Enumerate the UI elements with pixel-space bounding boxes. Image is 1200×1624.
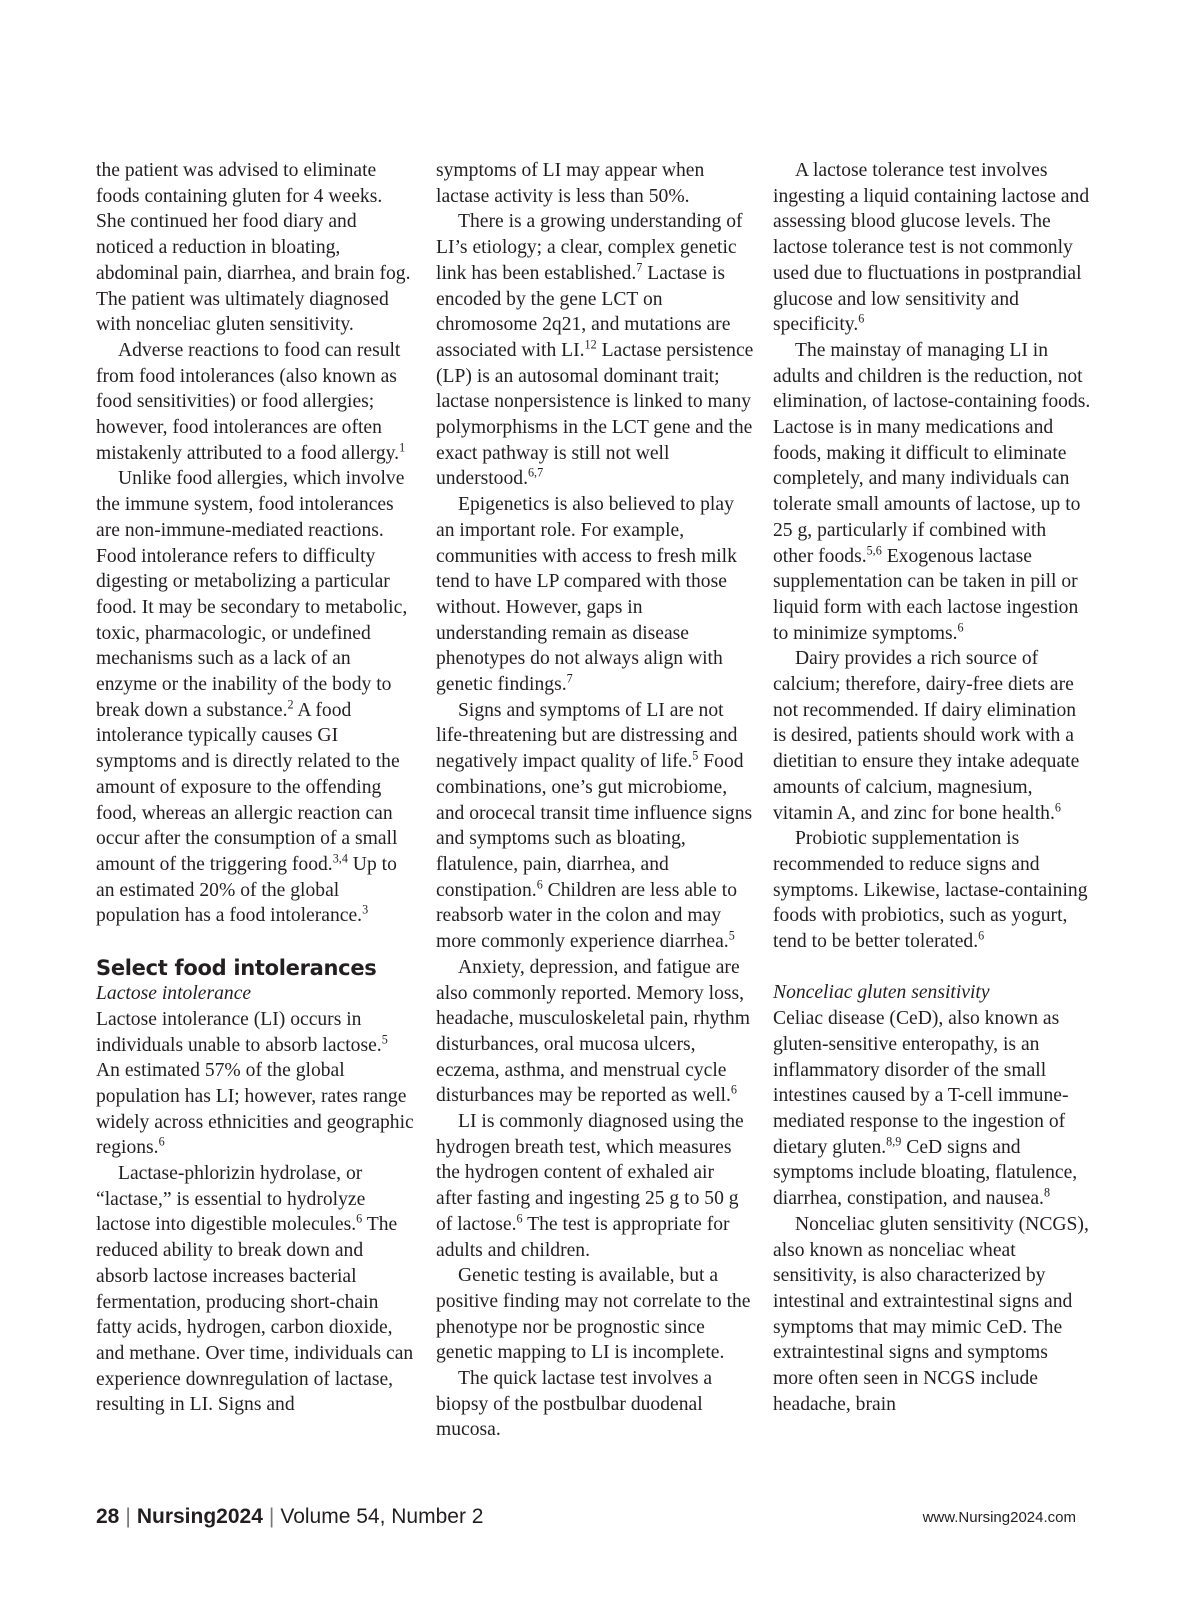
paragraph: [773, 338, 1091, 646]
text-run: The test is appropriate for adults and children.: [436, 1213, 730, 1261]
reference-citation: 6: [356, 1211, 363, 1226]
reference-citation: 6: [957, 620, 964, 635]
reference-citation: 6,7: [527, 465, 544, 480]
reference-citation: 3: [362, 902, 369, 917]
reference-citation: 6: [516, 1211, 523, 1226]
reference-citation: 5: [692, 748, 699, 763]
paragraph: [96, 1007, 414, 1161]
reference-citation: 5: [381, 1031, 388, 1046]
text-run: Adverse reactions to food can result from food intolerances (also known as food sensitivities) or food allergies; however, food intolerances are often mistakenly attributed to a food allergy.: [96, 339, 401, 464]
text-column-2: [436, 158, 754, 1443]
text-run: A lactose tolerance test involves ingesting a liquid containing lactose and assessing blood glucose levels. The lactose tolerance test is not commonly used due to fluctuations in postprandial glucose and low sensitivity and specificity.: [773, 160, 1090, 336]
text-run: Lactase-phlorizin hydrolase, or “lactase,” is essential to hydrolyze lactose into digestible molecules.: [96, 1163, 366, 1236]
reference-citation: 7: [636, 260, 643, 275]
reference-citation: 12: [584, 337, 597, 352]
text-run: Children are less able to reabsorb water in the colon and may more commonly experience diarrhea.: [436, 879, 738, 953]
text-run: The reduced ability to break down and absorb lactose increases bacterial fermentation, producing short-chain fatty acids, hydrogen, carbon dioxide, and methane. Over time, individuals can experience downregulation of lactase, resulting in LI. Signs and: [96, 1214, 414, 1416]
text-column-3: [773, 158, 1091, 1417]
text-run: Probiotic supplementation is recommended to reduce signs and symptoms. Likewise, lactase-containing foods with probiotics, such as yogurt, tend to be better tolerated.: [773, 828, 1088, 953]
text-run: Dairy provides a rich source of calcium; therefore, dairy-free diets are not recommended. If dairy elimination is desired, patients should work with a dietitian to ensure they intake adequate amounts of calcium, magnesium, vitamin A, and zinc for bone health.: [773, 648, 1080, 824]
text-run: LI is commonly diagnosed using the hydrogen breath test, which measures the hydrogen content of exhaled air after fasting and ingesting 25 g to 50 g of lactose.: [436, 1111, 744, 1235]
paragraph: [436, 1109, 754, 1263]
text-run: Signs and symptoms of LI are not life-threatening but are distressing and negatively impact quality of life.: [436, 699, 738, 773]
section-heading: Select food intolerances: [96, 956, 377, 981]
text-run: Unlike food allergies, which involve the immune system, food intolerances are non-immune-mediated reactions. Food intolerance refers to difficulty digesting or metabolizing a particular food. It may be secondary to metabolic, toxic, pharmacologic, or undefined mechanisms such as a lack of an enzyme or the inability of the body to break down a substance.: [96, 468, 408, 721]
paragraph: [96, 1161, 414, 1418]
separator: |: [268, 1505, 275, 1528]
reference-citation: 8,9: [886, 1134, 902, 1149]
reference-citation: 5: [728, 928, 735, 943]
reference-citation: 7: [566, 671, 573, 686]
paragraph: [436, 492, 754, 698]
text-run: The mainstay of managing LI in adults and children is the reduction, not elimination, of lactose-containing foods. Lactose is in many medications and foods, making it difficult to eliminate completely, and many individuals can tolerate small amounts of lactose, up to 25 g, particularly if combined with other foods.: [773, 339, 1091, 567]
reference-citation: 3,4: [332, 851, 348, 866]
paragraph: symptoms of LI may appear when lactase activity is less than 50%.: [436, 160, 705, 207]
volume-info: Volume 54, Number 2: [280, 1505, 484, 1528]
paragraph: [773, 826, 1091, 955]
text-run: Lactase persistence (LP) is an autosomal dominant trait; lactase nonpersistence is linked to many polymorphisms in the LCT gene and the exact pathway is still not well understood.: [436, 339, 754, 490]
text-column-1: [96, 158, 414, 1418]
text-run: Up to an estimated 20% of the global population has a food intolerance.: [96, 853, 397, 927]
text-run: Food combinations, one’s gut microbiome, and orocecal transit time influence signs and symptoms such as bloating, flatulence, pain, diarrhea, and constipation.: [436, 751, 753, 901]
paragraph: [436, 209, 754, 492]
reference-citation: 2: [287, 697, 294, 712]
journal-name: Nursing2024: [136, 1505, 263, 1528]
page-footer: [96, 1505, 1076, 1535]
reference-citation: 6: [858, 311, 865, 326]
paragraph: [96, 338, 414, 467]
paragraph: Genetic testing is available, but a positive finding may not correlate to the phenotype nor be prognostic since genetic mapping to LI is incomplete.: [436, 1265, 751, 1364]
reference-citation: 6: [158, 1134, 165, 1149]
page-number: 28: [96, 1505, 120, 1528]
text-run: A food intolerance typically causes GI symptoms and is directly related to the amount of exposure to the offending food, whereas an allergic reaction can occur after the consumption of a small amount of the triggering food.: [96, 699, 400, 875]
text-run: Celiac disease (CeD), also known as gluten-sensitive enteropathy, is an inflammatory disorder of the small intestines caused by a T-cell immune-mediated response to the ingestion of dietary gluten.: [773, 1008, 1069, 1158]
reference-citation: 6: [536, 877, 543, 892]
paragraph: [96, 466, 414, 929]
reference-citation: 1: [399, 440, 406, 455]
reference-citation: 6: [978, 928, 985, 943]
text-run: Lactase is encoded by the gene LCT on chromosome 2q21, and mutations are associated with LI.: [436, 262, 731, 361]
paragraph: [773, 646, 1091, 826]
subsection-heading: Lactose intolerance: [96, 983, 252, 1005]
text-run: Anxiety, depression, and fatigue are also commonly reported. Memory loss, headache, musculoskeletal pain, rhythm disturbances, oral mucosa ulcers, eczema, asthma, and menstrual cycle disturbances may be reported as well.: [436, 956, 750, 1107]
text-run: Exogenous lactase supplementation can be taken in pill or liquid form with each lactose ingestion to minimize symptoms.: [773, 545, 1079, 644]
spacer: [773, 955, 1091, 981]
text-run: CeD signs and symptoms include bloating, flatulence, diarrhea, constipation, and nausea.: [773, 1136, 1078, 1210]
paragraph: [773, 1006, 1091, 1212]
reference-citation: 6: [730, 1082, 737, 1097]
reference-citation: 8: [1043, 1185, 1051, 1200]
paragraph: [436, 698, 754, 955]
text-run: Lactose intolerance (LI) occurs in individuals unable to absorb lactose.: [96, 1008, 382, 1056]
reference-citation: 6: [1054, 800, 1061, 815]
folio: [96, 1505, 483, 1529]
paragraph: the patient was advised to eliminate foods containing gluten for 4 weeks. She continued her food diary and noticed a reduction in bloating, abdominal pain, diarrhea, and brain fog. The patient was ultimately diagnosed with nonceliac gluten sensitivity.: [96, 160, 411, 336]
text-run: An estimated 57% of the global population has LI; however, rates range widely across ethnicities and geographic regions.: [96, 1060, 414, 1159]
website-link[interactable]: www.Nursing2024.com: [922, 1509, 1076, 1526]
text-run: There is a growing understanding of LI’s etiology; a clear, complex genetic link has been established.: [436, 211, 743, 284]
paragraph: [773, 158, 1091, 338]
paragraph: [436, 955, 754, 1109]
subsection-heading: Nonceliac gluten sensitivity: [773, 982, 990, 1004]
separator: |: [125, 1505, 131, 1528]
paragraph: The quick lactase test involves a biopsy of the postbulbar duodenal mucosa.: [436, 1368, 713, 1441]
reference-citation: 5,6: [866, 543, 882, 558]
paragraph: Nonceliac gluten sensitivity (NCGS), also known as nonceliac wheat sensitivity, is also characterized by intestinal and extraintestinal signs and symptoms that may mimic CeD. The extraintestinal signs and symptoms more often seen in NCGS include headache, brain: [773, 1213, 1089, 1415]
text-run: Epigenetics is also believed to play an important role. For example, communities with access to fresh milk tend to have LP compared with those without. However, gaps in understanding remain as disease phenotypes do not always align with genetic findings.: [436, 494, 737, 696]
